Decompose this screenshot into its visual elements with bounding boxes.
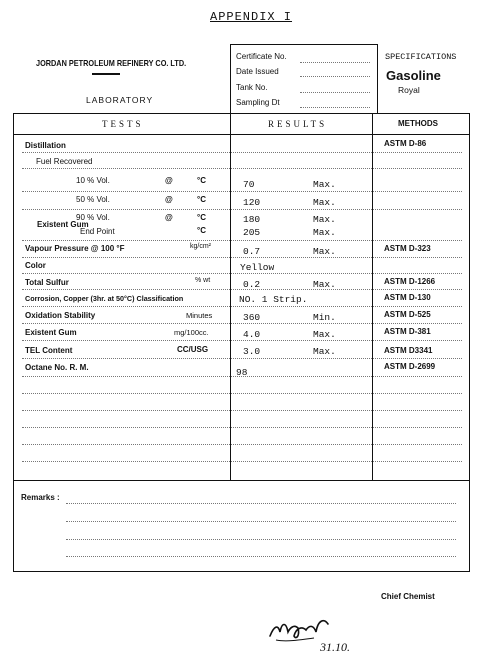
tel-content-method: ASTM D3341 xyxy=(384,346,433,355)
row-line xyxy=(22,340,462,341)
tank-no-line xyxy=(300,92,370,93)
total-sulfur-limit: Max. xyxy=(313,279,336,290)
tank-no-label: Tank No. xyxy=(236,83,268,92)
tel-content-value: 3.0 xyxy=(243,346,261,357)
remarks-line xyxy=(66,521,456,522)
dist-end-value: 205 xyxy=(243,227,261,238)
chief-chemist-label: Chief Chemist xyxy=(381,592,435,601)
company-name: JORDAN PETROLEUM REFINERY CO. LTD. xyxy=(36,58,187,68)
remarks-line xyxy=(66,503,456,504)
dist-end-unit: °C xyxy=(197,226,206,235)
table-header-divider xyxy=(13,134,470,135)
dist-50-unit: °C xyxy=(197,195,206,204)
existent-gum-method: ASTM D-381 xyxy=(384,327,431,336)
product-name: Gasoline xyxy=(386,68,441,83)
dist-90-at: @ xyxy=(165,213,173,222)
row-line xyxy=(22,289,462,290)
octane-method: ASTM D-2699 xyxy=(384,362,436,371)
distillation-method: ASTM D-86 xyxy=(384,139,427,148)
remarks-divider xyxy=(13,480,470,481)
results-header: RESULTS xyxy=(268,119,328,129)
dist-end-limit: Max. xyxy=(313,227,336,238)
date-issued-label: Date Issued xyxy=(236,67,279,76)
existent-gum-unit: mg/100cc. xyxy=(174,328,209,337)
remarks-line xyxy=(66,556,456,557)
certificate-no-label: Certificate No. xyxy=(236,52,287,61)
dist-50-at: @ xyxy=(165,195,173,204)
corrosion-method: ASTM D-130 xyxy=(384,293,431,302)
vapour-pressure-value: 0.7 xyxy=(243,246,261,257)
dist-90-label: 90 % Vol. xyxy=(76,213,110,222)
row-line xyxy=(22,358,462,359)
remarks-line xyxy=(66,539,456,540)
empty-row-line xyxy=(22,461,462,462)
octane-value: 98 xyxy=(236,367,248,378)
vapour-pressure-limit: Max. xyxy=(313,246,336,257)
dist-10-unit: °C xyxy=(197,176,206,185)
company-underline xyxy=(92,73,120,75)
product-grade: Royal xyxy=(398,85,420,95)
color-value: Yellow xyxy=(240,262,275,273)
total-sulfur-value: 0.2 xyxy=(243,279,261,290)
date-issued-line xyxy=(300,76,370,77)
tel-content-unit: CC/USG xyxy=(177,345,209,354)
empty-row-line xyxy=(22,444,462,445)
certificate-no-line xyxy=(300,62,370,63)
fuel-recovered-label: Fuel Recovered xyxy=(36,157,93,166)
existent-gum-value: 4.0 xyxy=(243,329,261,340)
row-line xyxy=(22,306,462,307)
row-line xyxy=(22,191,462,192)
remarks-label: Remarks : xyxy=(21,493,60,502)
dist-10-at: @ xyxy=(165,176,173,185)
vapour-pressure-method: ASTM D-323 xyxy=(384,244,431,253)
row-line xyxy=(22,273,462,274)
total-sulfur-method: ASTM D-1266 xyxy=(384,277,436,286)
sampling-line xyxy=(300,107,370,108)
dist-90-value: 180 xyxy=(243,214,261,225)
row-line xyxy=(22,152,462,153)
oxidation-limit: Min. xyxy=(313,312,336,323)
empty-row-line xyxy=(22,427,462,428)
dist-end-label: End Point xyxy=(80,227,115,236)
dist-50-label: 50 % Vol. xyxy=(76,195,110,204)
dist-90-unit: °C xyxy=(197,213,206,222)
laboratory-label: LABORATORY xyxy=(86,95,154,105)
corrosion-label: Corrosion, Copper (3hr. at 50°C) Classification xyxy=(25,294,184,303)
dist-50-limit: Max. xyxy=(313,197,336,208)
row-line xyxy=(22,376,462,377)
appendix-title: APPENDIX I xyxy=(210,10,293,24)
oxidation-value: 360 xyxy=(243,312,261,323)
tests-header: TESTS xyxy=(102,119,144,129)
methods-header: METHODS xyxy=(398,119,438,128)
signature-date: 31.10. xyxy=(320,640,350,654)
dist-90-limit: Max. xyxy=(313,214,336,225)
oxidation-label: Oxidation Stability xyxy=(25,311,96,320)
existent-gum-top-label: Existent Gum xyxy=(37,220,89,229)
octane-label: Octane No. R. M. xyxy=(25,363,89,372)
sampling-label: Sampling Dt xyxy=(236,98,280,107)
empty-row-line xyxy=(22,410,462,411)
row-line xyxy=(22,323,462,324)
row-line xyxy=(22,209,462,210)
color-label: Color xyxy=(25,261,46,270)
corrosion-value: NO. 1 Strip. xyxy=(239,294,308,305)
tel-content-limit: Max. xyxy=(313,346,336,357)
row-line xyxy=(22,257,462,258)
existent-gum-limit: Max. xyxy=(313,329,336,340)
distillation-label: Distillation xyxy=(25,141,66,150)
tel-content-label: TEL Content xyxy=(25,346,73,355)
dist-50-value: 120 xyxy=(243,197,261,208)
existent-gum-label: Existent Gum xyxy=(25,328,77,337)
dist-10-limit: Max. xyxy=(313,179,336,190)
empty-row-line xyxy=(22,393,462,394)
oxidation-method: ASTM D-525 xyxy=(384,310,431,319)
specifications-label: SPECIFICATIONS xyxy=(385,52,457,62)
vapour-pressure-unit: kg/cm² xyxy=(190,243,211,250)
row-line xyxy=(22,240,462,241)
dist-10-value: 70 xyxy=(243,179,255,190)
total-sulfur-label: Total Sulfur xyxy=(25,278,69,287)
oxidation-unit: Minutes xyxy=(186,311,213,320)
vapour-pressure-label: Vapour Pressure @ 100 °F xyxy=(25,244,125,253)
total-sulfur-unit: % wt xyxy=(195,277,211,284)
row-line xyxy=(22,168,462,169)
dist-10-label: 10 % Vol. xyxy=(76,176,110,185)
